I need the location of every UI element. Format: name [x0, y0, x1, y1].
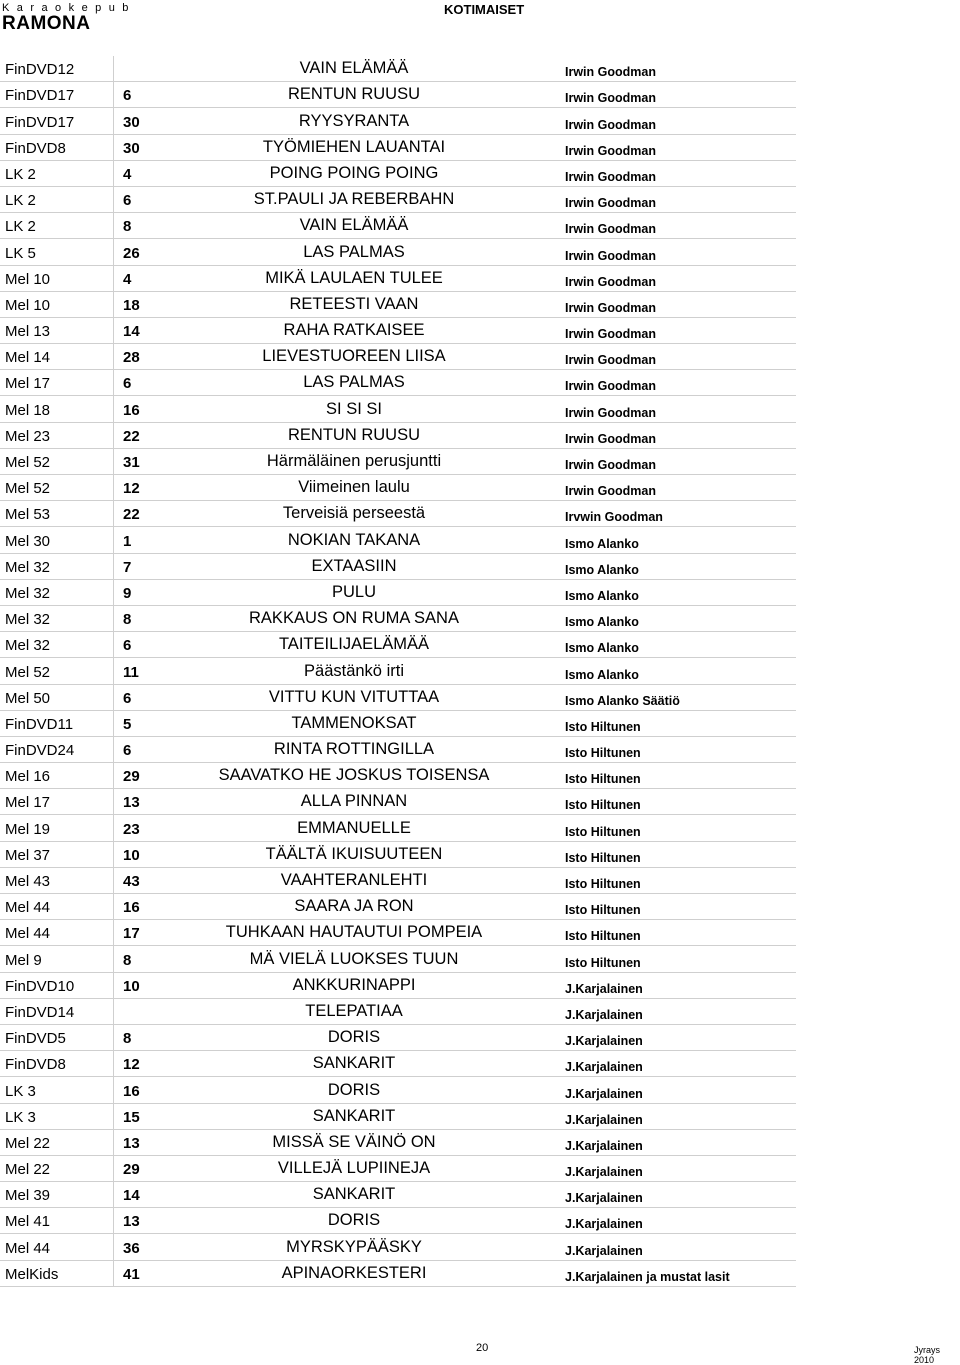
- table-row: [0, 554, 796, 580]
- source-cell: FinDVD12: [0, 56, 114, 81]
- artist-cell: Irwin Goodman: [565, 327, 656, 342]
- track-number-cell: 16: [123, 899, 140, 917]
- table-row: [0, 266, 796, 292]
- source-cell: Mel 37: [0, 842, 114, 867]
- song-title-cell: TYÖMIEHEN LAUANTAI: [262, 137, 446, 156]
- table-row: [0, 999, 796, 1025]
- table-row: [0, 344, 796, 370]
- source-cell: Mel 10: [0, 266, 114, 291]
- artist-cell: J.Karjalainen ja mustat lasit: [565, 1269, 730, 1284]
- source-cell: Mel 39: [0, 1182, 114, 1207]
- source-cell: LK 2: [0, 161, 114, 186]
- artist-cell: J.Karjalainen: [565, 1034, 643, 1049]
- track-number-cell: 36: [123, 1239, 140, 1257]
- source-cell: FinDVD8: [0, 1051, 114, 1076]
- track-number-cell: 13: [123, 794, 140, 812]
- artist-cell: Ismo Alanko Säätiö: [565, 693, 680, 708]
- track-number-cell: 22: [123, 506, 140, 524]
- artist-cell: Irwin Goodman: [565, 484, 656, 499]
- song-title-cell: DORIS: [327, 1211, 381, 1230]
- table-row: [0, 842, 796, 868]
- song-title-cell: Viimeinen laulu: [298, 478, 410, 497]
- table-row: [0, 370, 796, 396]
- source-cell: LK 5: [0, 239, 114, 264]
- artist-cell: Isto Hiltunen: [565, 719, 641, 734]
- table-row: [0, 658, 796, 684]
- source-cell: Mel 17: [0, 370, 114, 395]
- song-title-cell: VAIN ELÄMÄÄ: [299, 59, 409, 78]
- table-row: [0, 108, 796, 134]
- source-cell: LK 2: [0, 187, 114, 212]
- track-number-cell: 5: [123, 715, 132, 733]
- table-row: [0, 894, 796, 920]
- artist-cell: Isto Hiltunen: [565, 798, 641, 813]
- song-title-cell: NOKIAN TAKANA: [287, 530, 421, 549]
- source-cell: FinDVD10: [0, 973, 114, 998]
- artist-cell: J.Karjalainen: [565, 1138, 643, 1153]
- track-number-cell: 18: [123, 296, 140, 314]
- song-title-cell: VILLEJÄ LUPIINEJA: [277, 1159, 431, 1178]
- table-row: [0, 632, 796, 658]
- table-row: [0, 527, 796, 553]
- song-title-cell: POING POING POING: [269, 163, 439, 182]
- source-cell: Mel 13: [0, 318, 114, 343]
- source-cell: Mel 43: [0, 868, 114, 893]
- table-row: [0, 763, 796, 789]
- track-number-cell: 9: [123, 584, 132, 602]
- table-row: [0, 1182, 796, 1208]
- track-number-cell: 8: [123, 218, 132, 236]
- table-row: [0, 946, 796, 972]
- source-cell: FinDVD5: [0, 1025, 114, 1050]
- track-number-cell: 16: [123, 1082, 140, 1100]
- table-row: [0, 1261, 796, 1287]
- track-number-cell: 10: [123, 977, 140, 995]
- song-title-cell: TAMMENOKSAT: [291, 713, 417, 732]
- track-number-cell: 13: [123, 1134, 140, 1152]
- song-title-cell: LIEVESTUOREEN LIISA: [262, 347, 446, 366]
- artist-cell: Irwin Goodman: [565, 117, 656, 132]
- artist-cell: Ismo Alanko: [565, 641, 639, 656]
- song-title-cell: Härmäläinen perusjuntti: [266, 452, 442, 470]
- artist-cell: Irwin Goodman: [565, 379, 656, 394]
- page-title: KOTIMAISET: [444, 2, 525, 17]
- artist-cell: J.Karjalainen: [565, 1086, 643, 1101]
- source-cell: Mel 44: [0, 894, 114, 919]
- artist-cell: Irvwin Goodman: [565, 510, 663, 525]
- track-number-cell: 17: [123, 925, 140, 943]
- source-cell: Mel 53: [0, 501, 114, 526]
- artist-cell: J.Karjalainen: [565, 1191, 643, 1206]
- source-cell: FinDVD8: [0, 135, 114, 160]
- track-number-cell: 8: [123, 611, 132, 629]
- artist-cell: Isto Hiltunen: [565, 824, 641, 839]
- track-number-cell: 26: [123, 244, 140, 262]
- artist-cell: Irwin Goodman: [565, 274, 656, 289]
- song-title-cell: SI SI SI: [326, 399, 382, 418]
- track-number-cell: 6: [123, 689, 132, 707]
- source-cell: Mel 44: [0, 1234, 114, 1259]
- source-cell: Mel 19: [0, 815, 114, 840]
- source-cell: Mel 16: [0, 763, 114, 788]
- artist-cell: J.Karjalainen: [565, 1165, 643, 1180]
- song-title-cell: DORIS: [327, 1028, 381, 1047]
- artist-cell: J.Karjalainen: [565, 1060, 643, 1075]
- source-cell: Mel 10: [0, 292, 114, 317]
- table-row: [0, 239, 796, 265]
- song-title-cell: RAHA RATKAISEE: [283, 321, 425, 340]
- source-cell: Mel 52: [0, 475, 114, 500]
- song-title-cell: LAS PALMAS: [303, 373, 405, 392]
- track-number-cell: 43: [123, 873, 140, 890]
- song-title-cell: ST.PAULI JA REBERBAHN: [253, 190, 455, 209]
- source-cell: FinDVD14: [0, 999, 114, 1024]
- artist-cell: J.Karjalainen: [565, 1007, 643, 1022]
- song-title-cell: LAS PALMAS: [303, 242, 405, 261]
- table-row: [0, 292, 796, 318]
- song-title-cell: SANKARIT: [312, 1106, 396, 1125]
- source-cell: Mel 14: [0, 344, 114, 369]
- song-title-cell: RINTA ROTTINGILLA: [273, 740, 435, 759]
- artist-cell: Isto Hiltunen: [565, 929, 641, 944]
- artist-cell: Irwin Goodman: [565, 431, 656, 446]
- track-number-cell: 6: [123, 192, 132, 210]
- table-row: [0, 82, 796, 108]
- table-row: [0, 737, 796, 763]
- artist-cell: Irwin Goodman: [565, 248, 656, 263]
- artist-cell: Irwin Goodman: [565, 458, 656, 472]
- track-number-cell: 14: [123, 1187, 140, 1205]
- artist-cell: Isto Hiltunen: [565, 903, 641, 918]
- song-title-cell: MIKÄ LAULAEN TULEE: [265, 268, 443, 287]
- track-number-cell: 11: [123, 663, 139, 681]
- song-title-cell: PULU: [331, 582, 376, 601]
- artist-cell: Isto Hiltunen: [565, 772, 641, 787]
- source-cell: Mel 18: [0, 396, 114, 421]
- track-number-cell: 31: [123, 454, 140, 471]
- track-number-cell: [114, 56, 214, 81]
- source-cell: LK 2: [0, 213, 114, 238]
- song-title-cell: RAKKAUS ON RUMA SANA: [249, 609, 459, 628]
- artist-cell: Isto Hiltunen: [565, 850, 641, 865]
- song-title-cell: SANKARIT: [312, 1185, 396, 1204]
- table-row: [0, 1234, 796, 1260]
- artist-cell: Ismo Alanko: [565, 615, 639, 630]
- song-title-cell: RETEESTI VAAN: [289, 294, 419, 313]
- table-row: [0, 1104, 796, 1130]
- artist-cell: J.Karjalainen: [565, 1243, 643, 1258]
- source-cell: Mel 41: [0, 1208, 114, 1233]
- song-title-cell: MÄ VIELÄ LUOKSES TUUN: [249, 949, 459, 968]
- source-cell: Mel 17: [0, 789, 114, 814]
- table-row: [0, 1208, 796, 1234]
- song-title-cell: SAAVATKO HE JOSKUS TOISENSA: [218, 766, 490, 785]
- track-number-cell: 6: [123, 87, 132, 105]
- source-cell: Mel 32: [0, 554, 114, 579]
- track-number-cell: 6: [123, 637, 132, 655]
- table-row: [0, 868, 796, 894]
- source-cell: Mel 50: [0, 685, 114, 710]
- track-number-cell: 15: [123, 1108, 140, 1126]
- track-number-cell: 16: [123, 401, 140, 419]
- table-row: [0, 135, 796, 161]
- brand-logo: [2, 2, 131, 34]
- artist-cell: J.Karjalainen: [565, 981, 643, 996]
- table-row: [0, 161, 796, 187]
- source-cell: MelKids: [0, 1261, 114, 1286]
- track-number-cell: [114, 999, 214, 1024]
- track-number-cell: 6: [123, 742, 132, 760]
- source-cell: FinDVD17: [0, 82, 114, 107]
- artist-cell: Irwin Goodman: [565, 405, 656, 420]
- artist-cell: Irwin Goodman: [565, 300, 656, 315]
- table-row: [0, 1051, 796, 1077]
- song-title-cell: TUHKAAN HAUTAUTUI POMPEIA: [225, 923, 483, 942]
- artist-cell: Irwin Goodman: [565, 196, 656, 211]
- table-row: [0, 423, 796, 449]
- artist-cell: Irwin Goodman: [565, 169, 656, 184]
- table-row: [0, 475, 796, 501]
- song-title-cell: VAIN ELÄMÄÄ: [299, 216, 409, 235]
- artist-cell: Isto Hiltunen: [565, 877, 641, 891]
- table-row: [0, 606, 796, 632]
- artist-cell: Isto Hiltunen: [565, 746, 641, 761]
- song-title-cell: RENTUN RUUSU: [288, 85, 420, 104]
- table-row: [0, 1077, 796, 1103]
- source-cell: Mel 22: [0, 1130, 114, 1155]
- track-number-cell: 4: [123, 270, 132, 288]
- table-row: [0, 685, 796, 711]
- artist-cell: Irwin Goodman: [565, 65, 656, 80]
- track-number-cell: 4: [123, 165, 132, 183]
- table-row: [0, 1025, 796, 1051]
- track-number-cell: 10: [123, 846, 140, 864]
- track-number-cell: 8: [123, 951, 132, 969]
- song-title-cell: TELEPATIAA: [305, 1001, 403, 1020]
- table-row: [0, 973, 796, 999]
- source-cell: Mel 30: [0, 527, 114, 552]
- song-title-cell: EXTAASIIN: [311, 556, 397, 575]
- track-number-cell: 30: [123, 113, 140, 131]
- track-number-cell: 28: [123, 349, 140, 367]
- source-cell: Mel 52: [0, 658, 114, 683]
- brand-tagline: K a r a o k e p u b: [2, 2, 131, 14]
- source-cell: Mel 52: [0, 449, 114, 474]
- track-number-cell: 1: [123, 532, 132, 550]
- artist-cell: Irwin Goodman: [565, 143, 656, 158]
- song-title-cell: SAARA JA RON: [294, 897, 414, 916]
- source-cell: Mel 44: [0, 920, 114, 945]
- song-table: [0, 56, 796, 1287]
- song-title-cell: TÄÄLTÄ IKUISUUTEEN: [265, 844, 443, 863]
- song-title-cell: APINAORKESTERI: [281, 1263, 427, 1282]
- song-title-cell: VAAHTERANLEHTI: [280, 871, 428, 889]
- track-number-cell: 22: [123, 427, 140, 445]
- source-cell: FinDVD24: [0, 737, 114, 762]
- artist-cell: J.Karjalainen: [565, 1112, 643, 1127]
- table-row: [0, 789, 796, 815]
- song-title-cell: Päästänkö irti: [304, 661, 404, 680]
- footer-note: Jyrays 2010: [914, 1345, 941, 1365]
- artist-cell: Ismo Alanko: [565, 667, 639, 682]
- track-number-cell: 12: [123, 480, 140, 498]
- artist-cell: Ismo Alanko: [565, 562, 639, 577]
- source-cell: Mel 32: [0, 632, 114, 657]
- artist-cell: J.Karjalainen: [565, 1217, 643, 1232]
- table-row: [0, 1130, 796, 1156]
- source-cell: FinDVD17: [0, 108, 114, 133]
- track-number-cell: 7: [123, 558, 132, 576]
- page-number: 20: [476, 1342, 489, 1354]
- song-title-cell: Terveisiä perseestä: [282, 504, 426, 523]
- artist-cell: Irwin Goodman: [565, 91, 656, 106]
- song-title-cell: RENTUN RUUSU: [288, 425, 420, 444]
- table-row: [0, 711, 796, 737]
- table-row: [0, 213, 796, 239]
- song-title-cell: ANKKURINAPPI: [292, 975, 416, 994]
- source-cell: Mel 32: [0, 606, 114, 631]
- table-row: [0, 318, 796, 344]
- song-title-cell: VITTU KUN VITUTTAA: [268, 687, 440, 706]
- source-cell: Mel 9: [0, 946, 114, 971]
- source-cell: LK 3: [0, 1104, 114, 1129]
- song-title-cell: MISSÄ SE VÄINÖ ON: [272, 1132, 436, 1151]
- song-title-cell: MYRSKYPÄÄSKY: [286, 1237, 422, 1256]
- track-number-cell: 29: [123, 1161, 140, 1179]
- artist-cell: Ismo Alanko: [565, 588, 639, 603]
- source-cell: Mel 22: [0, 1156, 114, 1181]
- track-number-cell: 23: [123, 820, 140, 838]
- song-title-cell: RYYSYRANTA: [298, 111, 410, 130]
- track-number-cell: 29: [123, 768, 140, 786]
- table-row: [0, 920, 796, 946]
- artist-cell: Irwin Goodman: [565, 353, 656, 368]
- table-row: [0, 396, 796, 422]
- brand-name: RAMONA: [2, 13, 91, 34]
- table-row: [0, 815, 796, 841]
- table-row: [0, 187, 796, 213]
- track-number-cell: 8: [123, 1030, 132, 1048]
- table-row: [0, 580, 796, 606]
- track-number-cell: 14: [123, 323, 140, 341]
- artist-cell: Irwin Goodman: [565, 222, 656, 237]
- song-title-cell: EMMANUELLE: [297, 818, 411, 837]
- track-number-cell: 13: [123, 1213, 140, 1231]
- song-title-cell: SANKARIT: [312, 1054, 396, 1073]
- source-cell: Mel 32: [0, 580, 114, 605]
- source-cell: LK 3: [0, 1077, 114, 1102]
- source-cell: Mel 23: [0, 423, 114, 448]
- song-title-cell: ALLA PINNAN: [300, 792, 408, 811]
- table-row: [0, 56, 796, 82]
- table-row: [0, 501, 796, 527]
- song-title-cell: TAITEILIJAELÄMÄÄ: [278, 635, 430, 654]
- artist-cell: Ismo Alanko: [565, 536, 639, 551]
- track-number-cell: 41: [123, 1265, 140, 1283]
- song-title-cell: DORIS: [327, 1080, 381, 1099]
- source-cell: FinDVD11: [0, 711, 114, 736]
- track-number-cell: 12: [123, 1056, 140, 1074]
- track-number-cell: 6: [123, 375, 132, 393]
- track-number-cell: 30: [123, 139, 140, 157]
- artist-cell: Isto Hiltunen: [565, 955, 641, 970]
- table-row: [0, 1156, 796, 1182]
- table-row: [0, 449, 796, 475]
